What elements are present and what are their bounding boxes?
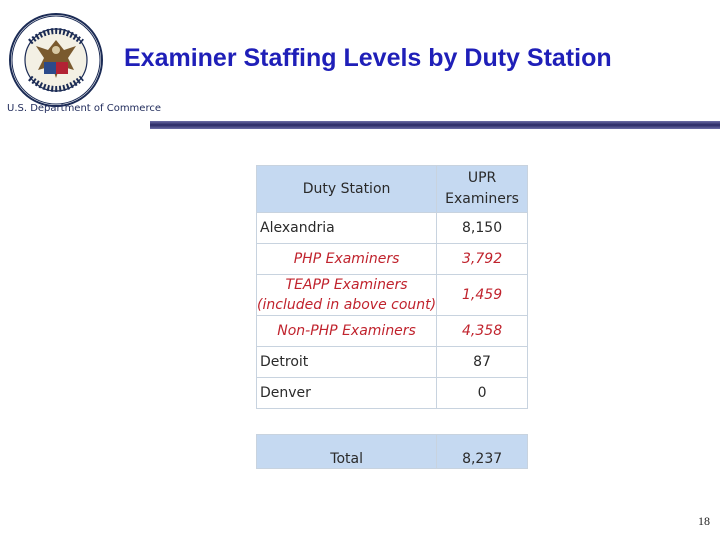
station-line: TEAPP Examiners bbox=[285, 277, 408, 293]
page-title: Examiner Staffing Levels by Duty Station bbox=[124, 44, 612, 72]
total-row bbox=[257, 435, 528, 469]
station-cell: Denver bbox=[257, 378, 437, 409]
total-table bbox=[256, 434, 528, 469]
examiners-cell: 8,150 bbox=[437, 213, 528, 244]
department-label: U.S. Department of Commerce bbox=[7, 103, 161, 114]
header-line-upr: UPR bbox=[467, 170, 497, 186]
page-number: 18 bbox=[698, 514, 710, 528]
total-label: Total bbox=[257, 435, 437, 469]
station-cell: Alexandria bbox=[257, 213, 437, 244]
station-cell bbox=[257, 275, 437, 316]
table-row bbox=[257, 244, 528, 275]
table-row bbox=[257, 275, 528, 316]
column-header-duty-station: Duty Station bbox=[257, 166, 437, 213]
table-header-row bbox=[257, 166, 528, 213]
uspto-seal-logo bbox=[8, 12, 104, 108]
examiners-cell: 0 bbox=[437, 378, 528, 409]
column-header-upr-examiners bbox=[437, 166, 528, 213]
table-row bbox=[257, 378, 528, 409]
station-cell: Detroit bbox=[257, 347, 437, 378]
examiners-cell: 4,358 bbox=[437, 316, 528, 347]
examiners-cell: 87 bbox=[437, 347, 528, 378]
examiners-cell: 3,792 bbox=[437, 244, 528, 275]
staffing-table bbox=[256, 165, 528, 409]
station-cell: Non-PHP Examiners bbox=[257, 316, 437, 347]
total-value: 8,237 bbox=[437, 435, 528, 469]
examiners-cell: 1,459 bbox=[437, 275, 528, 316]
table-row bbox=[257, 316, 528, 347]
table-row bbox=[257, 347, 528, 378]
table-row bbox=[257, 213, 528, 244]
station-cell: PHP Examiners bbox=[257, 244, 437, 275]
header-line-examiners: Examiners bbox=[445, 191, 519, 207]
header-divider bbox=[150, 121, 720, 129]
station-line: (included in above count) bbox=[257, 297, 437, 313]
